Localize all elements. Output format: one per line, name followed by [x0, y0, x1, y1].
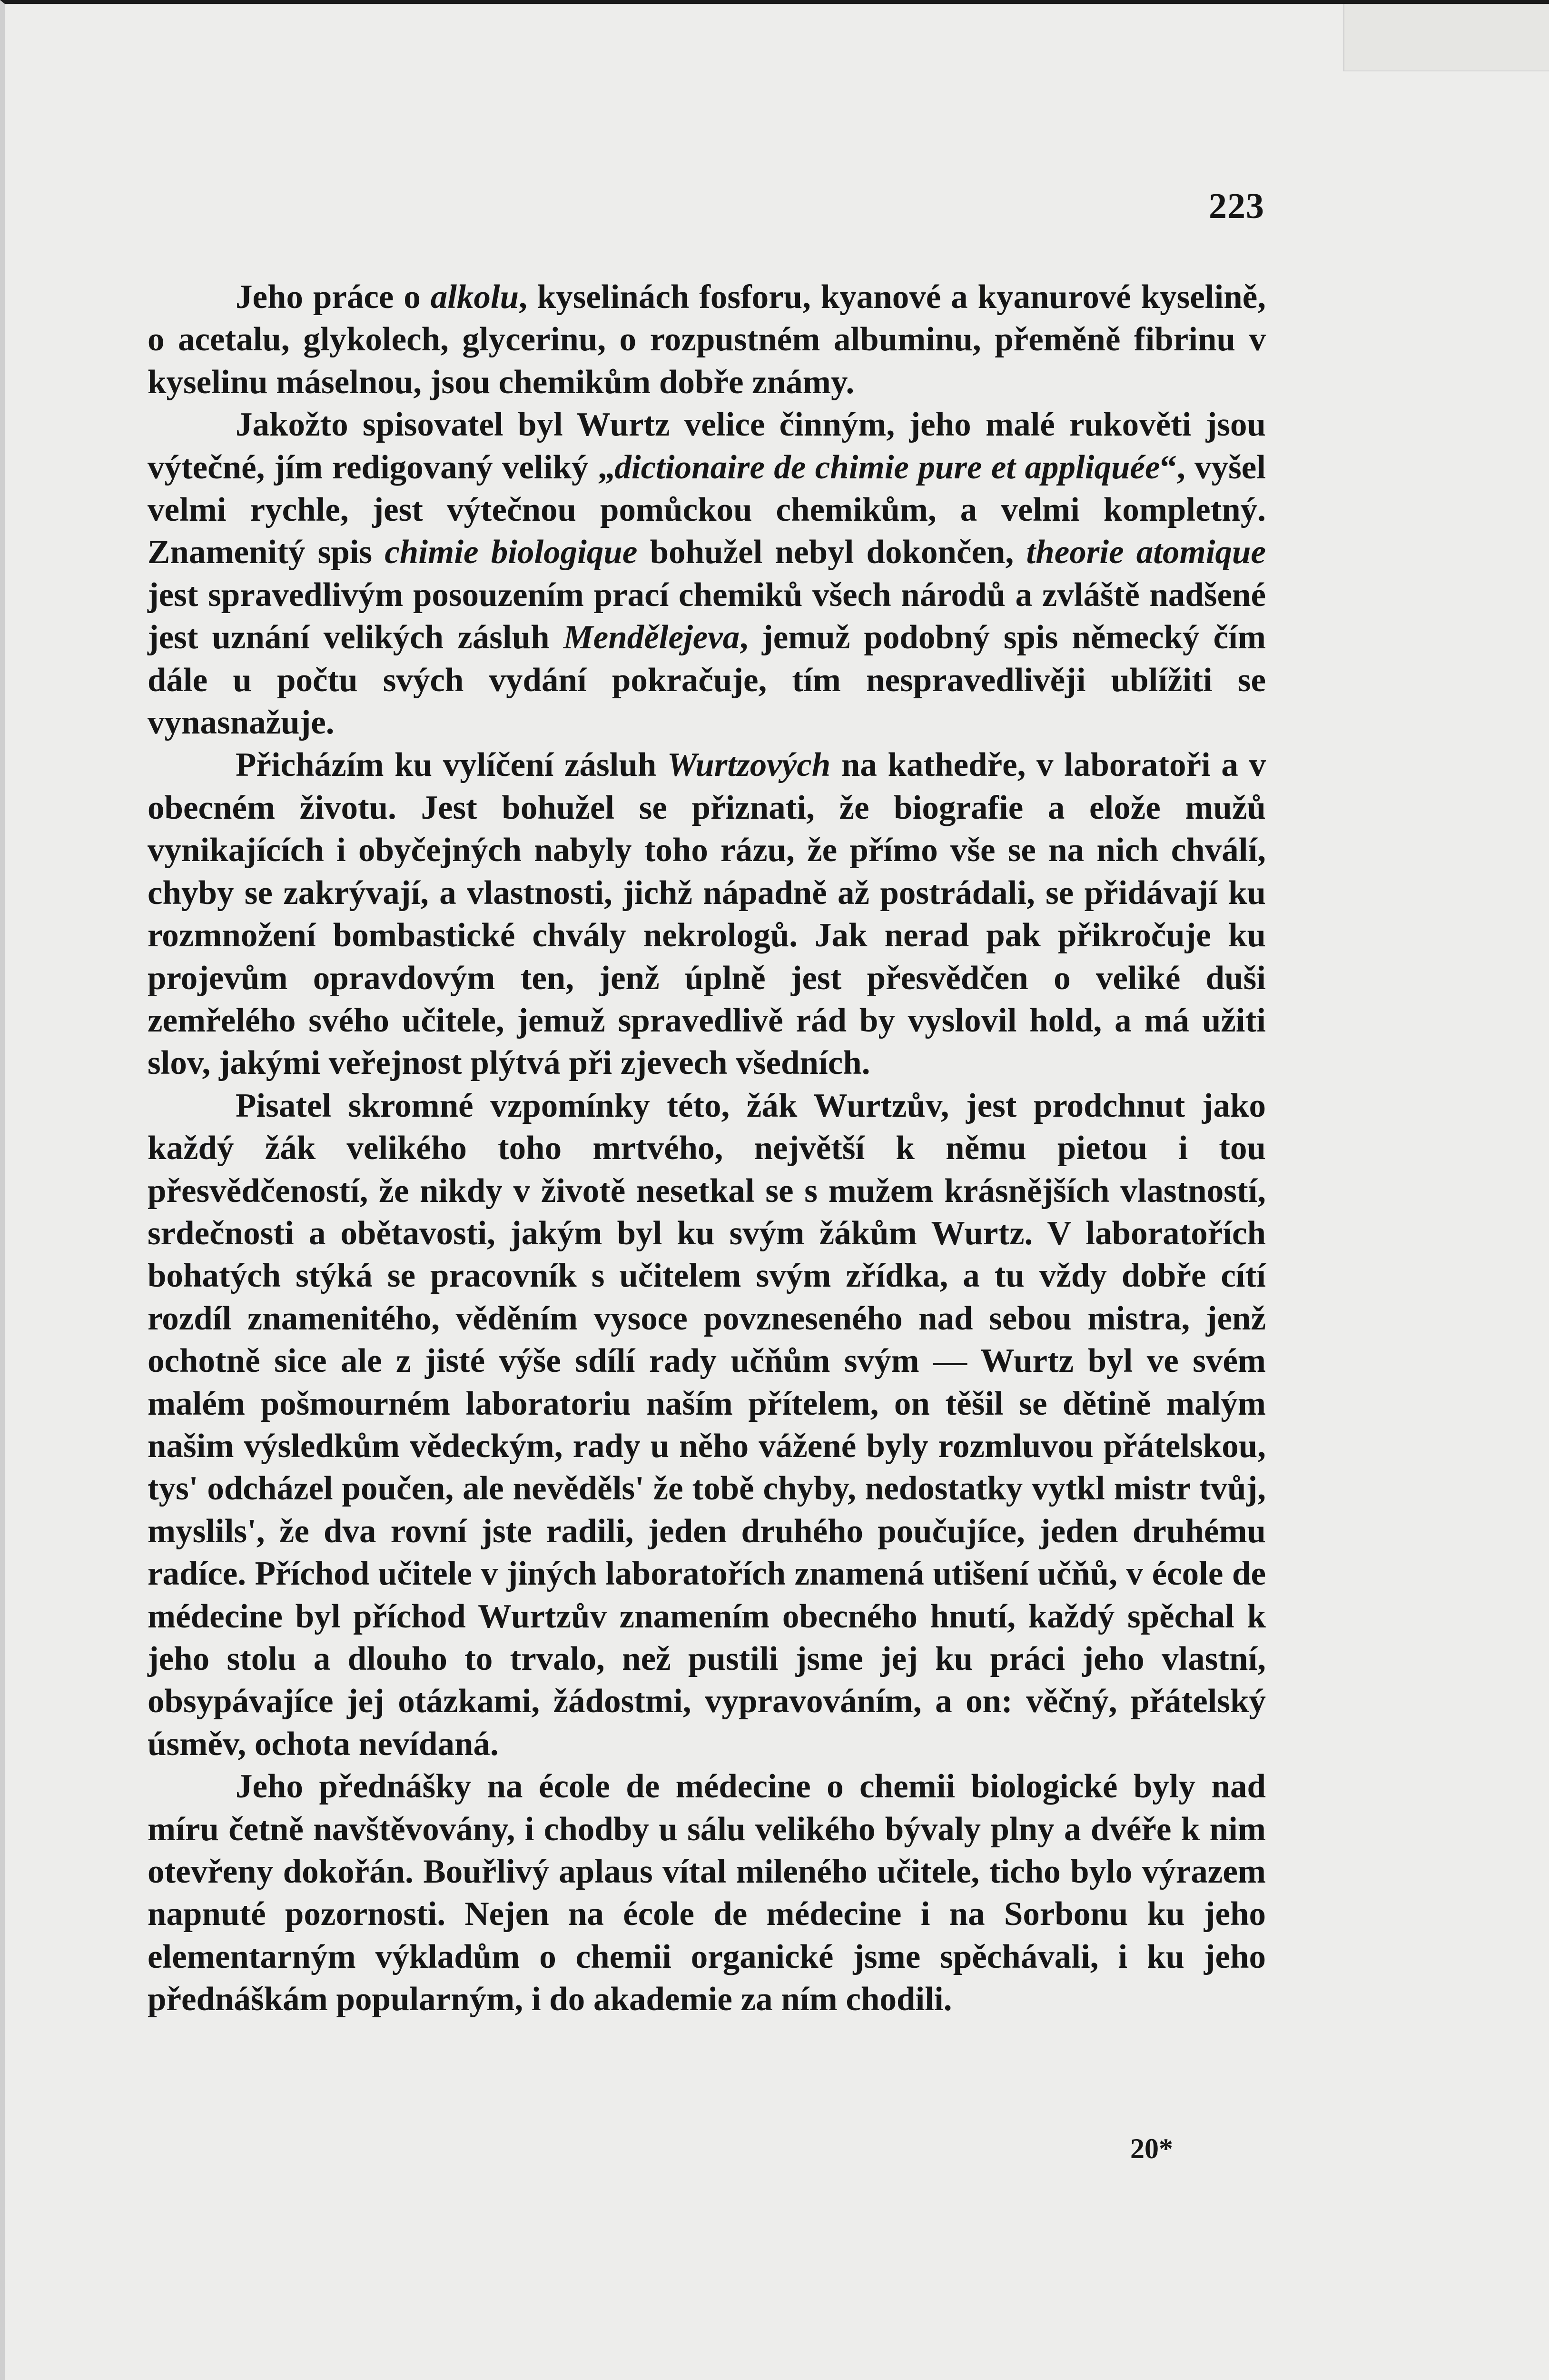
paragraph-3: [148, 744, 1266, 1084]
text-run: Jakožto spisovatel byl Wurtz velice činným, jeho malé rukověti jsou výtečné, jím redigovaný veliký „: [148, 406, 1266, 486]
paragraph-4: [148, 1085, 1266, 1766]
text-run: Pisatel skromné vzpomínky této, žák Wurtzův, jest prodchnut jako každý žák velikého toho mrtvého, největší k němu pietou i tou přesvědčeností, že nikdy v životě nesetkal se s mužem krásnějších vlastností, srdečnosti a obětavosti, jakým byl ku svým žákům Wurtz. V laboratořích bohatých stýká se pracovník s učitelem svým zřídka, a tu vždy dobře cítí rozdíl znamenitého, věděním vysoce povzneseného nad sebou mistra, jenž ochotně sice ale z jisté výše sdílí rady učňům svým — Wurtz byl ve svém malém pošmourném laboratoriu naším přítelem, on těšil se dětině malým našim výsledkům vědeckým, rady u něho vážené byly rozmluvou přátelskou, tys' odcházel poučen, ale nevěděls' že tobě chyby, nedostatky vytkl mistr tvůj, myslils', že dva rovní jste radili, jeden druhého poučujíce, jeden druhému radíce. Příchod učitele v jiných laboratořích znamená utišení učňů, v école de médecine byl příchod Wurtzův znamením obecného hnutí, každý spěchal k jeho stolu a dlouho to trvalo, než pustili jsme jej ku práci jeho vlastní, obsypávajíce jej otázkami, žádostmi, vypravováním, a on: věčný, přátelský úsměv, ochota nevídaná.: [148, 1087, 1266, 1763]
paragraph-1: [148, 276, 1266, 404]
text-run: , kyselinách fosforu, kyanové a kyanurové kyselině, o acetalu, glykolech, glycerinu, o rozpustném albuminu, přeměně fibrinu v kyselinu máselnou, jsou chemikům dobře známy.: [148, 278, 1266, 401]
text-run: Jeho práce o: [236, 278, 431, 316]
text-run: bohužel nebyl dokončen,: [637, 534, 1026, 571]
italic-term: theorie atomique: [1026, 534, 1266, 571]
italic-term: dictionaire de chimie pure et appliquée: [614, 448, 1160, 486]
text-run: “, vyšel velmi rychle, jest výtečnou pomůckou chemikům, a velmi kompletný. Znamenitý spis: [148, 448, 1266, 571]
page-number: 223: [1209, 186, 1264, 226]
italic-term: Mendělejeva: [563, 619, 740, 656]
text-run: na kathedře, v laboratoři a v obecném životu. Jest bohužel se přiznati, že biografie a elože mužů vynikajících i obyčejných nabyly toho rázu, že přímo vše se na nich chválí, chyby se zakrývají, a vlastnosti, jichž nápadně až postrádali, se přidávají ku rozmnožení bombastické chvály nekrologů. Jak nerad pak přikročuje ku projevům opravdovým ten, jenž úplně jest přesvědčen o veliké duši zemřelého svého učitele, jemuž spravedlivě rád by vyslovil hold, a má užiti slov, jakými veřejnost plýtvá při zjevech všedních.: [148, 746, 1266, 1082]
paragraph-5: [148, 1765, 1266, 2021]
italic-term: alkolu: [430, 278, 519, 316]
text-run: , jemuž podobný spis německý čím dále u počtu svých vydání pokračuje, tím nespravedlivěji ublížiti se vynasnažuje.: [148, 619, 1266, 742]
paragraph-2: [148, 404, 1266, 744]
italic-term: Wurtzových: [667, 746, 831, 784]
text-run: jest spravedlivým posouzením prací chemiků všech národů a zvláště nadšené jest uznání velikých zásluh: [148, 576, 1266, 656]
text-run: Přicházím ku vylíčení zásluh: [236, 746, 668, 784]
scan-edge-mark: [1343, 4, 1549, 71]
italic-term: chimie biologique: [385, 534, 638, 571]
text-run: Jeho přednášky na école de médecine o chemii biologické byly nad míru četně navštěvovány, i chodby u sálu velikého bývaly plny a dvéře k nim otevřeny dokořán. Bouřlivý aplaus vítal mileného učitele, ticho bylo výrazem napnuté pozornosti. Nejen na école de médecine i na Sorbonu ku jeho elementarným výkladům o chemii organické jsme spěchávali, i ku jeho přednáškám popularným, i do akademie za ním chodili.: [148, 1768, 1266, 2018]
signature-mark: 20*: [1130, 2133, 1173, 2164]
body-text: [148, 276, 1266, 2021]
